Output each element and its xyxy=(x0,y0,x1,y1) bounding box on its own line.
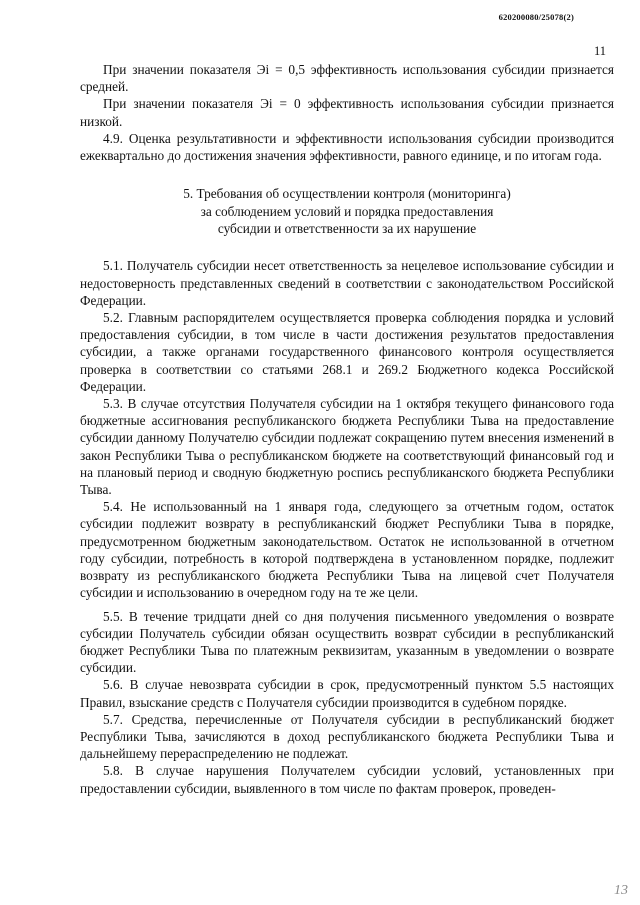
paragraph-efficiency-low: При значении показателя Эi = 0 эффективность использования субсидии признается низкой. xyxy=(80,96,614,129)
paragraph-5-8: 5.8. В случае нарушения Получателем субсидии условий, установленных при предоставлении субсидии, выявленного в том числе по фактам проверок, проведен- xyxy=(80,763,614,796)
heading-line: субсидии и ответственности за их нарушение xyxy=(217,221,477,237)
document-code: 620200080/25078(2) xyxy=(498,12,574,22)
page-number: 11 xyxy=(593,44,606,58)
paragraph-efficiency-medium: При значении показателя Эi = 0,5 эффективность использования субсидии признается средней. xyxy=(80,62,614,95)
paragraph-5-1: 5.1. Получатель субсидии несет ответственность за нецелевое использование субсидии и недостоверность представленных сведений в соответствии с законодательством Российской Федерации. xyxy=(80,258,614,308)
paragraph-4-9: 4.9. Оценка результативности и эффективности использования субсидии производится ежеквартально до достижения значения эффективности, равного единице, и по итогам года. xyxy=(80,130,614,164)
paragraph-5-4: 5.4. Не использованный на 1 января года, следующего за отчетным годом, остаток субсидии подлежит возврату в республиканский бюджет Республики Тыва в порядке, предусмотренном бюджетным законодательством. Остаток не использованной в отчетном году субсидии, потребность в которой подтверждена в установленном порядке, подлежит возврату из республиканского бюджета Республики Тыва на лицевой счет Получателя субсидии и использованию в очередном году на те же цели. xyxy=(80,499,614,601)
handwritten-page-mark: 13 xyxy=(614,883,628,898)
heading-line: 5. Требования об осуществлении контроля (мониторинга) xyxy=(183,186,511,202)
paragraph-5-2: 5.2. Главным распорядителем осуществляется проверка соблюдения порядка и условий предоставления субсидии, в том числе в части достижения результатов предоставления субсидии, а также органами государственного финансового контроля осуществляется проверка в соответствии со статьями 268.1 и 269.2 Бюджетного кодекса Российской Федерации. xyxy=(80,310,614,394)
heading-line: за соблюдением условий и порядка предоставления xyxy=(200,203,494,219)
section-5-heading xyxy=(80,185,614,237)
document-body xyxy=(80,61,614,797)
paragraph-5-5: 5.5. В течение тридцати дней со дня получения письменного уведомления о возврате субсидии Получатель субсидии обязан осуществить возврат субсидии в республиканский бюджет Республики Тыва по платежным реквизитам, указанным в уведомлении о возврате субсидии. xyxy=(80,608,614,676)
paragraph-5-7: 5.7. Средства, перечисленные от Получателя субсидии в республиканский бюджет Республики Тыва, зачисляются в доход республиканского бюджета Республики Тыва и дальнейшему перераспределению не подлежат. xyxy=(80,711,614,762)
paragraph-5-6: 5.6. В случае невозврата субсидии в срок, предусмотренный пунктом 5.5 настоящих Правил, взыскание средств с Получателя субсидии производится в судебном порядке. xyxy=(80,677,614,710)
paragraph-5-3: 5.3. В случае отсутствия Получателя субсидии на 1 октября текущего финансового года бюджетные ассигнования республиканского бюджета Республики Тыва на предоставление субсидии данному Получателю субсидии подлежат сокращению путем внесения изменений в закон Республики Тыва о республиканском бюджете на соответствующий финансовый год и на плановый период и сводную бюджетную роспись республиканского бюджета Республики Тыва. xyxy=(80,396,614,498)
